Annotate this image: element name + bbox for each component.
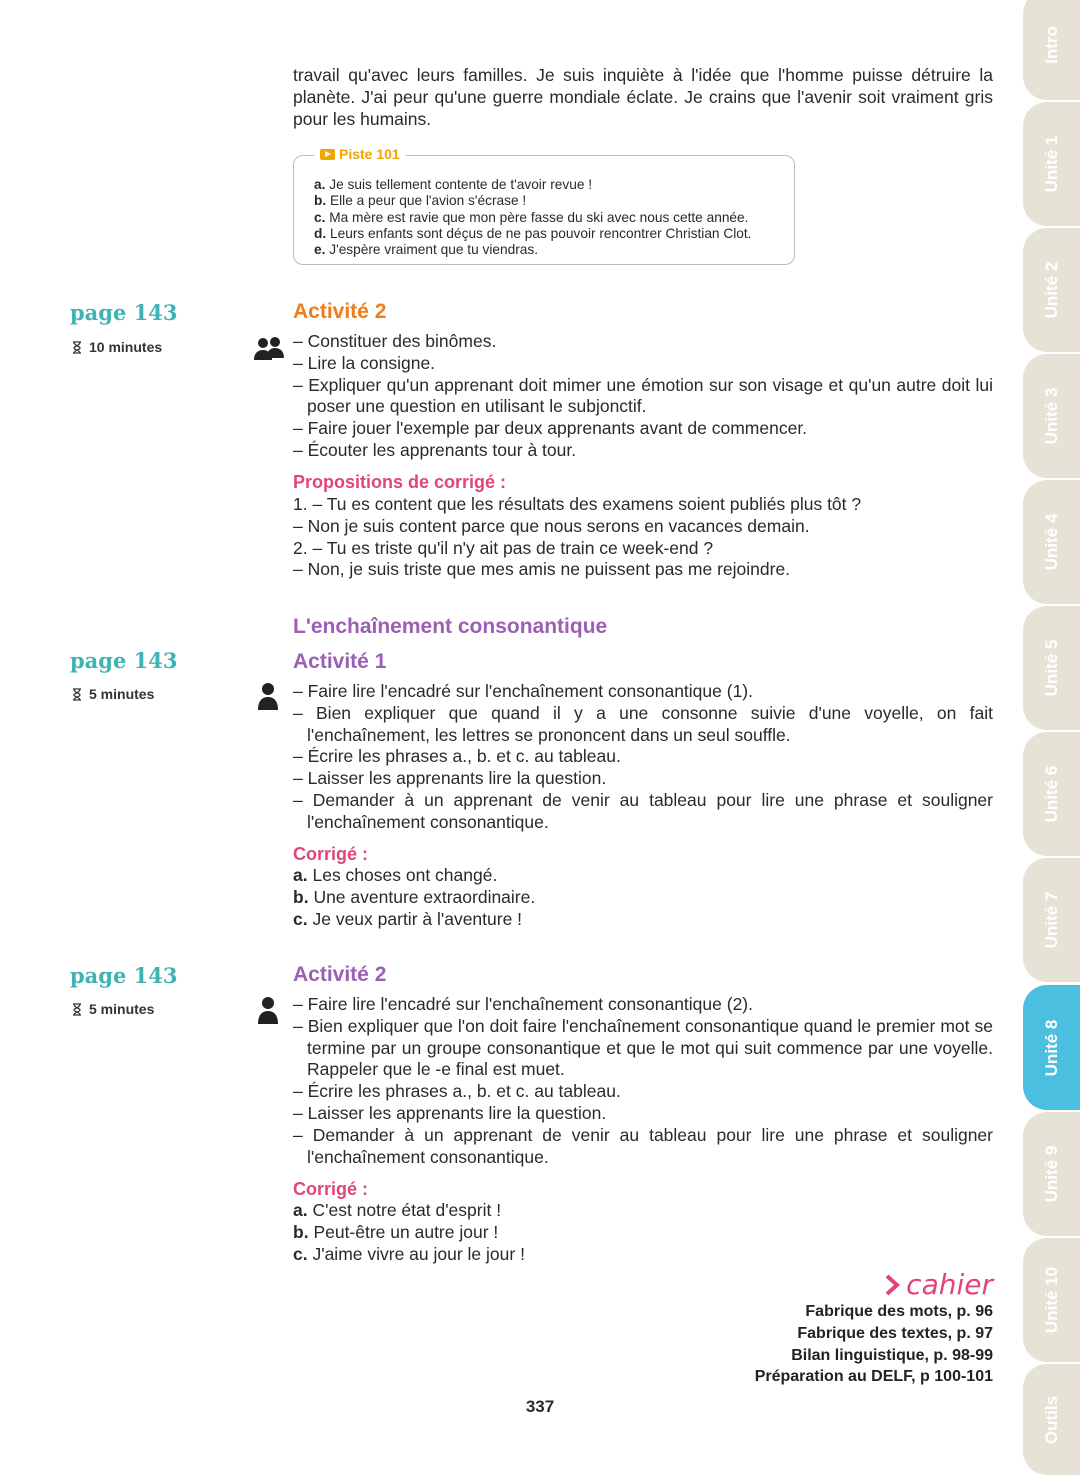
hourglass-icon bbox=[72, 1003, 82, 1016]
section-title: L'enchaînement consonantique bbox=[293, 615, 608, 638]
list-item: – Demander à un apprenant de venir au tableau pour lire une phrase et souligner l'enchaînement consonantique. bbox=[293, 1124, 993, 1167]
play-icon[interactable] bbox=[320, 149, 335, 160]
audio-track-label[interactable]: Piste 101 bbox=[314, 146, 406, 162]
answer-line: – Non, je suis triste que mes amis ne puissent pas me rejoindre. bbox=[293, 559, 791, 580]
list-item: – Faire jouer l'exemple par deux apprenants avant de commencer. bbox=[293, 418, 808, 439]
list-item: – Expliquer qu'un apprenant doit mimer une émotion sur son visage et qu'un autre doit lui poser une question en utilisant le subjonctif. bbox=[293, 374, 993, 417]
answer-key bbox=[293, 494, 993, 581]
hourglass-icon bbox=[72, 688, 82, 701]
answer-line: a. Les choses ont changé. bbox=[293, 865, 498, 885]
list-item: d. Leurs enfants sont déçus de ne pas pouvoir rencontrer Christian Clot. bbox=[314, 225, 752, 241]
tab-unite-8[interactable]: Unité 8 bbox=[1023, 985, 1080, 1110]
list-item: – Faire lire l'encadré sur l'enchaînement consonantique (1). bbox=[293, 681, 753, 701]
answer-key-title: Propositions de corrigé : bbox=[293, 472, 507, 492]
list-item: – Bien expliquer que l'on doit faire l'enchaînement consonantique quand le premier mot se termine par un groupe consonantique et que le mot qui suit commence par une voyelle. Rappeler que le -e final est muet. bbox=[293, 1015, 993, 1080]
workbook-title: cahier bbox=[906, 1268, 993, 1301]
list-item: – Lire la consigne. bbox=[293, 352, 436, 373]
chevron-right-icon bbox=[884, 1274, 900, 1296]
tab-unite-6[interactable]: Unité 6 bbox=[1023, 732, 1080, 856]
workbook-line: Fabrique des mots, p. 96 bbox=[805, 1303, 993, 1320]
page-reference: page 143 bbox=[70, 963, 178, 988]
workbook-line: Bilan linguistique, p. 98-99 bbox=[791, 1346, 993, 1364]
unit-tabs bbox=[1023, 0, 1080, 1465]
individual-work-icon bbox=[257, 682, 279, 711]
list-item: – Constituer des binômes. bbox=[293, 331, 497, 351]
list-item: – Laisser les apprenants lire la question. bbox=[293, 768, 607, 789]
duration: 5 minutes bbox=[72, 686, 154, 702]
activity-title: Activité 2 bbox=[293, 963, 387, 986]
list-item: – Écouter les apprenants tour à tour. bbox=[293, 439, 577, 460]
answer-key-title: Corrigé : bbox=[293, 1179, 369, 1199]
tab-unite-3[interactable]: Unité 3 bbox=[1023, 354, 1080, 478]
list-item: – Demander à un apprenant de venir au tableau pour lire une phrase et souligner l'enchaînement consonantique. bbox=[293, 789, 993, 832]
instructions-list bbox=[293, 681, 993, 834]
activity-title: Activité 2 bbox=[293, 300, 387, 323]
instructions-list bbox=[293, 331, 993, 462]
page-reference: page 143 bbox=[70, 300, 178, 325]
list-item: a. Je suis tellement contente de t'avoir revue ! bbox=[314, 177, 593, 192]
list-item: – Bien expliquer que quand il y a une consonne suivie d'une voyelle, on fait l'enchaînement, les lettres se prononcent dans un seul souffle. bbox=[293, 702, 993, 745]
tab-intro[interactable]: Intro bbox=[1023, 0, 1080, 100]
list-item: – Faire lire l'encadré sur l'enchaînement consonantique (2). bbox=[293, 994, 753, 1014]
answer-line: c. J'aime vivre au jour le jour ! bbox=[293, 1243, 525, 1264]
list-item: c. Ma mère est ravie que mon père fasse du ski avec nous cette année. bbox=[314, 209, 749, 225]
answer-line: c. Je veux partir à l'aventure ! bbox=[293, 908, 523, 929]
duration: 5 minutes bbox=[72, 1001, 154, 1017]
tab-unite-9[interactable]: Unité 9 bbox=[1023, 1112, 1080, 1236]
tab-unite-1[interactable]: Unité 1 bbox=[1023, 102, 1080, 226]
workbook-line: Fabrique des textes, p. 97 bbox=[797, 1324, 993, 1342]
pair-work-icon bbox=[253, 336, 285, 362]
workbook-line: Préparation au DELF, p 100-101 bbox=[754, 1368, 993, 1386]
tab-unite-7[interactable]: Unité 7 bbox=[1023, 858, 1080, 982]
answer-key bbox=[293, 1200, 993, 1265]
answer-line: b. Une aventure extraordinaire. bbox=[293, 886, 536, 907]
answer-line: 1. – Tu es content que les résultats des examens soient publiés plus tôt ? bbox=[293, 494, 862, 514]
intro-paragraph: travail qu'avec leurs familles. Je suis inquiète à l'idée que l'homme puisse détruire la planète. J'ai peur qu'une guerre mondiale éclate. Je crains que l'avenir soit vraiment gris pour les humains. bbox=[293, 65, 993, 129]
workbook-references bbox=[755, 1268, 993, 1388]
tab-outils[interactable]: Outils bbox=[1023, 1364, 1080, 1475]
page-number: 337 bbox=[525, 1397, 555, 1416]
answer-line: a. C'est notre état d'esprit ! bbox=[293, 1200, 502, 1220]
tab-unite-4[interactable]: Unité 4 bbox=[1023, 480, 1080, 604]
individual-work-icon bbox=[257, 996, 279, 1025]
audio-track-box bbox=[293, 146, 795, 265]
instructions-list bbox=[293, 994, 993, 1168]
list-item: – Écrire les phrases a., b. et c. au tableau. bbox=[293, 746, 621, 767]
list-item: – Laisser les apprenants lire la question. bbox=[293, 1102, 607, 1123]
answer-line: b. Peut-être un autre jour ! bbox=[293, 1221, 499, 1242]
tab-unite-2[interactable]: Unité 2 bbox=[1023, 228, 1080, 352]
list-item: – Écrire les phrases a., b. et c. au tableau. bbox=[293, 1081, 621, 1102]
activity-title: Activité 1 bbox=[293, 650, 387, 673]
list-item: e. J'espère vraiment que tu viendras. bbox=[314, 242, 539, 258]
answer-line: 2. – Tu es triste qu'il n'y ait pas de train ce week-end ? bbox=[293, 537, 714, 558]
tab-unite-5[interactable]: Unité 5 bbox=[1023, 606, 1080, 730]
hourglass-icon bbox=[72, 341, 82, 354]
answer-key bbox=[293, 865, 993, 930]
answer-line: – Non je suis content parce que nous serons en vacances demain. bbox=[293, 515, 810, 536]
audio-track-list bbox=[314, 177, 752, 258]
page-reference: page 143 bbox=[70, 648, 178, 673]
tab-unite-10[interactable]: Unité 10 bbox=[1023, 1238, 1080, 1362]
list-item: b. Elle a peur que l'avion s'écrase ! bbox=[314, 193, 527, 209]
duration: 10 minutes bbox=[72, 339, 162, 355]
answer-key-title: Corrigé : bbox=[293, 844, 369, 864]
